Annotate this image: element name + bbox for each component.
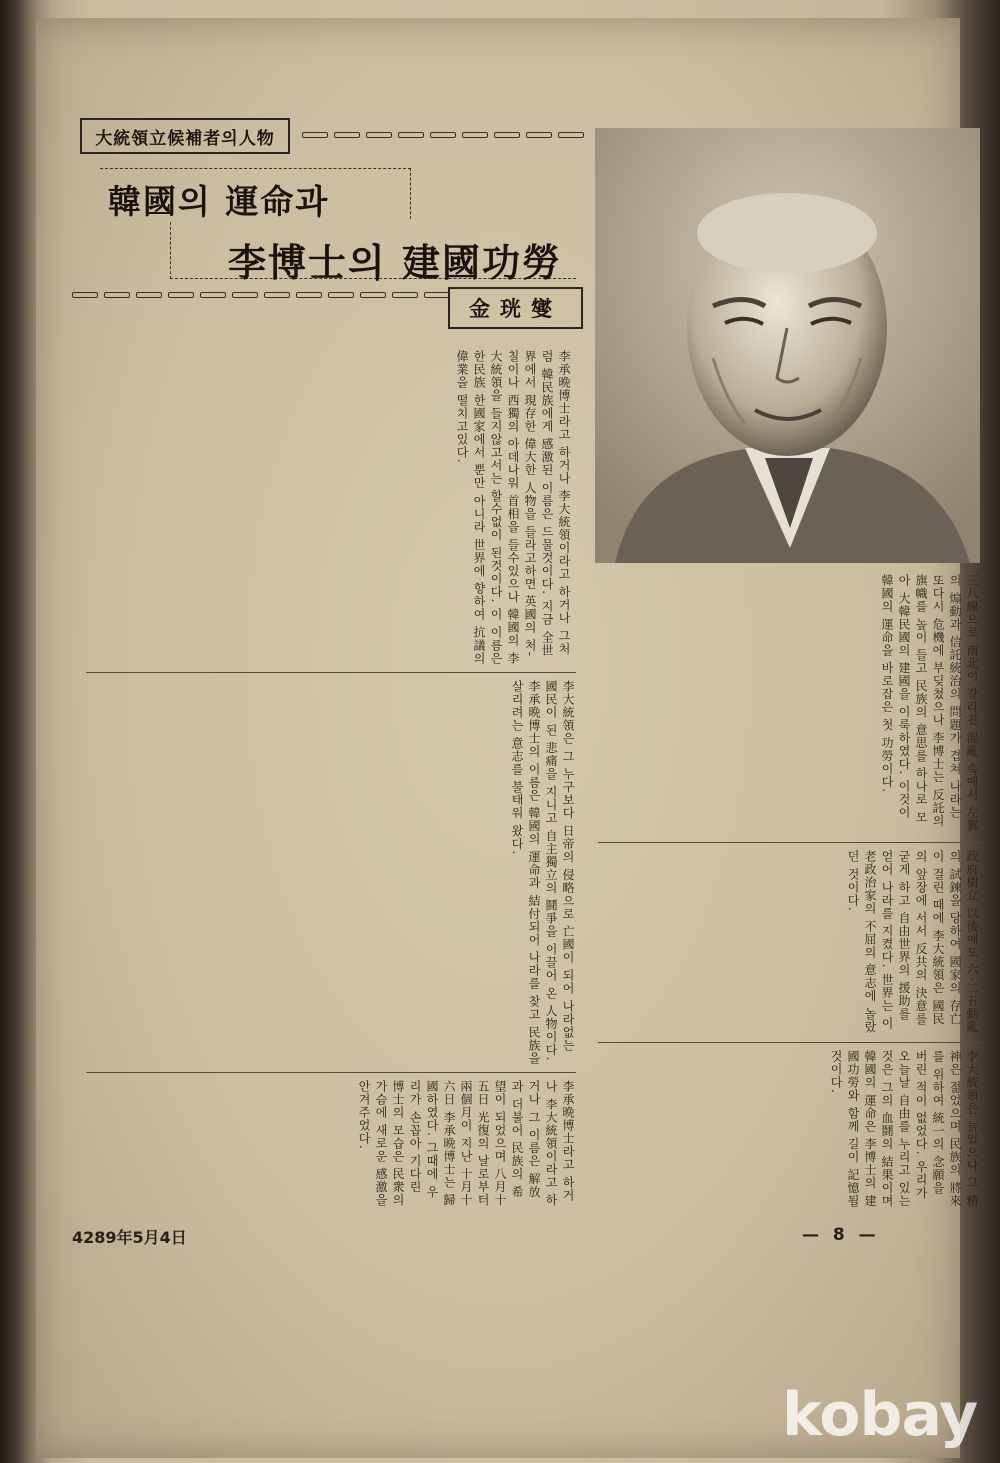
title-dash-bar-top: [302, 132, 584, 142]
article-title-line1: 韓國의 運命과: [108, 182, 330, 221]
article-column-3: [86, 1080, 576, 1210]
article-column-text: 李大統領은 그 누구보다 日帝의 侵略으로 亡國이 되어 나라없는 國民이 된 悲痛을 지니고 自主獨立의 鬪爭을 이끌어 온 人物이다. 李承晩博士의 이름은 韓國의 運命과 結付되어 나라를 찾고 民族을 살리려는 意志를 불태워 왔다.: [510, 680, 575, 1065]
column-divider: [86, 672, 576, 673]
column-divider: [598, 1042, 980, 1043]
article-column-4: [598, 574, 980, 836]
portrait-illustration: [595, 128, 980, 563]
column-divider: [598, 842, 980, 843]
article-column-6: [598, 1050, 980, 1210]
article-column-text: 李大統領은 늙었으나 그 精神은 젊었으며 民族의 將來를 위하여 統一의 念願을 버린 적이 없었다. 우리가 오늘날 自由를 누리고 있는 것은 그의 血鬪의 結果이며 韓國의 運命은 李博士의 建國功勞와 함께 길이 記憶될 것이다.: [829, 1050, 979, 1208]
watermark: kobay: [782, 1380, 978, 1450]
article-column-5: [598, 850, 980, 1035]
author-name: 金珖燮: [448, 287, 583, 329]
series-label: 大統領立候補者의人物: [80, 118, 290, 154]
article-column-text: 政府樹立 以後에도 六·二五動亂의 試鍊을 당하여 國家의 存亡이 걸린 때에 李大統領은 國民의 앞장에 서서 反共의 決意를 굳게 하고 自由世界의 援助를 얻어 나라를 지켰다. 世界는 이 老政治家의 不屈의 意志에 놀랐던 것이다.: [846, 850, 979, 1034]
article-column-2: [86, 680, 576, 1065]
article-column-text: 三八線으로 南北이 갈라진 混亂 속에서 左翼의 煽動과 信託統治의 問題가 겹쳐 나라는 또다시 危機에 부딪쳤으나 李博士는 反託의 旗幟를 높이 들고 民族의 意思를 하나로 모아 大韓民國의 建國을 이룩하였다. 이것이 韓國의 運命을 바로잡은 첫 功勞이다.: [880, 574, 979, 833]
article-title-line2: 李博士의 建國功勞: [228, 241, 562, 285]
title-dash-bar-bottom: [72, 292, 450, 302]
column-divider: [86, 1072, 576, 1073]
portrait-photo: [595, 128, 980, 563]
page-number: — 8 —: [802, 1225, 880, 1245]
article-column-text: 李承晩博士라고 하거나 李大統領이라고 하거나 그 이름은 解放과 더불어 民族의 希望이 되었으며 八月十五日 光復의 날로부터 兩個月이 지난 十月十六日 李承晩博士는 歸國하였다. 그때에 우리가 손꼽아 기다린 博士의 모습은 民衆의 가슴에 새로운 感激을 안겨주었다.: [357, 1080, 575, 1207]
article-column-text: 李承晩博士라고 하거나 李大統領이라고 하거나 그처럼 韓民族에게 感激된 이름은 드물것이다. 지금 全世界에서 現存한 偉大한 人物을 들라고하면 英國의 처-칠이나 西獨의 아데나워 首相을 들수있으나 韓國의 李大統領을 들지않고서는 할수없이 된것이다. 이 이름은 한民族 한國家에서 뿐만 아니라 世界에 향하여 抗議의 偉業을 떨치고있다.: [455, 350, 571, 665]
article-column-1: [92, 350, 572, 665]
issue-date: 4289年5月4日: [72, 1228, 187, 1247]
